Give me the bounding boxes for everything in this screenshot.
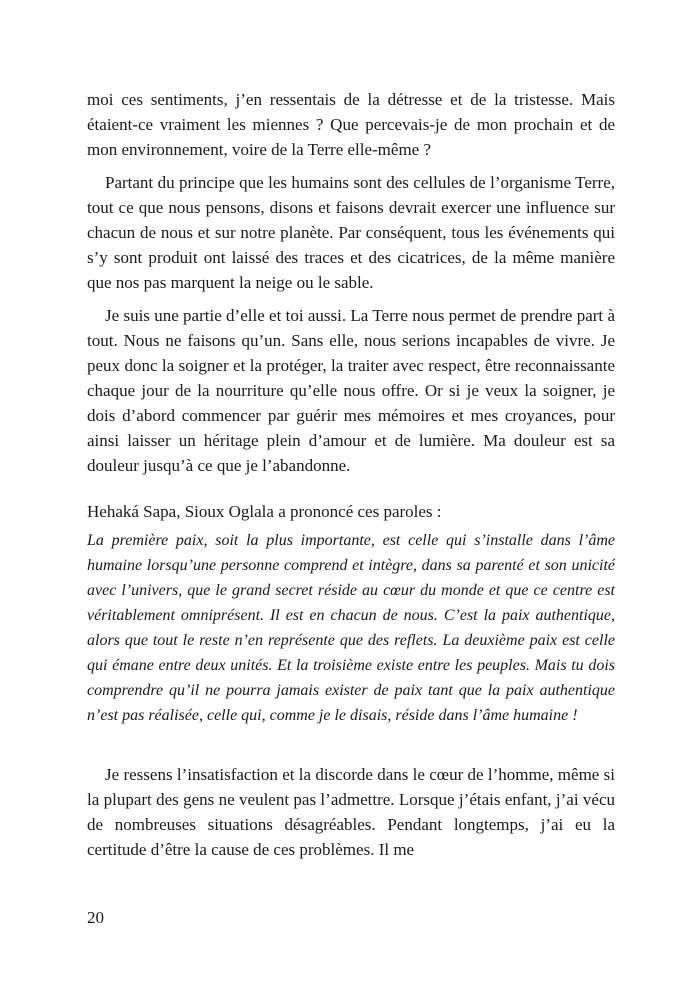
page-number: 20 <box>87 908 104 927</box>
paragraph-insatisfaction: Je ressens l’insatisfaction et la discorde dans le cœur de l’homme, même si la plupart des gens ne veulent pas l’admettre. Lorsque j’étais enfant, j’ai vécu de nombreuses situations désagréables. Pendant longtemps, j’ai eu la certitude d’être la cause de ces problèmes. Il me <box>87 765 615 859</box>
paragraph-terre-organisme: Partant du principe que les humains sont des cellules de l’organisme Terre, tout ce que nous pensons, disons et faisons devrait exercer une influence sur chacun de nous et sur notre planète. Par conséquent, tous les événements qui s’y sont produit ont laissé des traces et des cicatrices, de la même manière que nos pas marquent la neige ou le sable. <box>87 173 615 292</box>
page-body <box>87 87 615 870</box>
paragraph-continued: moi ces sentiments, j’en ressentais de la détresse et de la tristesse. Mais étaient-ce vraiment les miennes ? Que percevais-je de mon prochain et de mon environnement, voire de la Terre elle-même ? <box>87 90 615 159</box>
paragraph-partie-delle: Je suis une partie d’elle et toi aussi. La Terre nous permet de prendre part à tout. Nous ne faisons qu’un. Sans elle, nous serions incapables de vivre. Je peux donc la soigner et la protéger, la traiter avec respect, être reconnaissante chaque jour de la nourriture qu’elle nous offre. Or si je veux la soigner, je dois d’abord commencer par guérir mes mémoires et mes croyances, pour ainsi laisser un héritage plein d’amour et de lumière. Ma douleur est sa douleur jusqu’à ce que je l’abandonne. <box>87 306 615 475</box>
quote-text: La première paix, soit la plus importante, est celle qui s’installe dans l’âme humaine lorsqu’une personne comprend et intègre, dans sa parenté et son unicité avec l’univers, que le grand secret réside au cœur du monde et que ce centre est véritablement omniprésent. Il est en chacun de nous. C’est la paix authentique, alors que tout le reste n’en représente que des reflets. La deuxième paix est celle qui émane entre deux unités. Et la troisième existe entre les peuples. Mais tu dois comprendre qu’il ne pourra jamais exister de paix tant que la paix authentique n’est pas réalisée, celle qui, comme je le disais, réside dans l’âme humaine ! <box>87 532 615 724</box>
quote-intro: Hehaká Sapa, Sioux Oglala a prononcé ces paroles : <box>87 502 442 521</box>
